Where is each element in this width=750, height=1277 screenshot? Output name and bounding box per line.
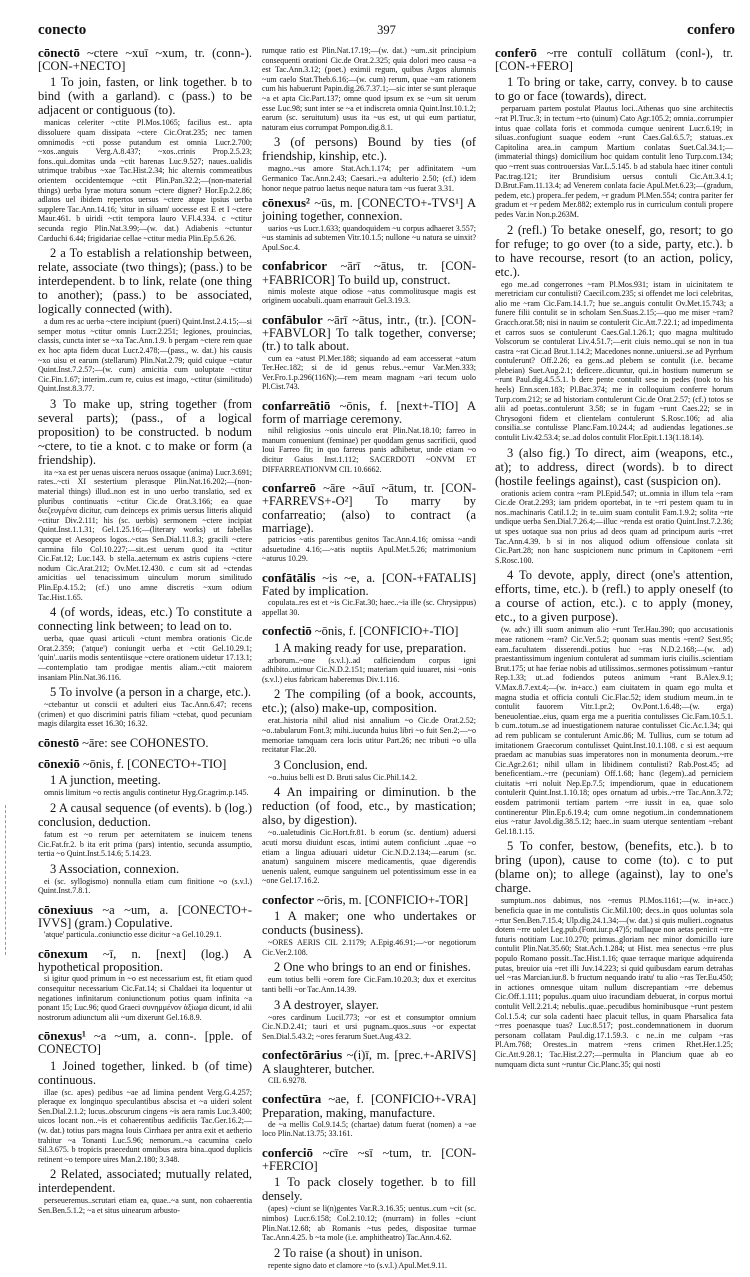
entry-grammar: ~ārī ~ātus, tr. [CON-+FABRICOR] To build up, construct. (262, 259, 476, 287)
entry-head (495, 46, 733, 73)
entry-grammar: ~a ~um, a. conn-. [pple. of CONECTO] (38, 1029, 253, 1057)
entry-grammar: ~ōnis, f. [CONECTO+-TIO] (82, 757, 227, 772)
sense-definition: 2 A causal sequence (of events). b (log.) conclusion, deduction. (38, 800, 252, 829)
continued-citations: rumque ratio est Plin.Nat.17.19;—(w. dat.) ~um..sit principium consequenti orationi Cic.de Orat.2.325; quia dolori meo causa ~a est Tac.Ann.3.12; (poet.) eximii regum, quibus Argos alumnis ~um caelo Stat.Theb.6.16;—(w. cum) rerum, quae ~am rationem cum his habuerunt Papin.dig.26.7.37.1;—sic inter se sunt pleraque ~a et apta Cic.Part.137; omne quod ipsum ex se ~um sit uerum esse Luc.98; sunt inter se ~a et indiscreta omnia Quint.Inst.10.1.2; earum (sc. seruitutum) usus ita ~us est, ut qui eum partiatur, naturam eius corrumpat Pompon.dig.8.1. (262, 46, 476, 132)
entry-head (262, 399, 476, 426)
sense-definition: 2 One who brings to an end or finishes. (274, 960, 471, 975)
entry-head (262, 259, 476, 286)
entry-head (262, 1146, 476, 1173)
sense-definition: 3 A destroyer, slayer. (274, 997, 379, 1012)
sense-citations: illae (sc. apes) pedibus ~ae ad limina pendent Verg.G.4.257; pleraque ex longinquo speculantibus abscisa et ~a uideri solent Sen.Dial.2.1.2; lucus..obscurum cingens ~is aera ramis Luc.3.400; uicos locant non..~is et cohaerentibus aedificiis Tac.Ger.16.2;—(w. dat.) totius pars magna Iouis Cirrhaea per antra exit et aetherio trahitur ~a Tonanti Luc.5.96; nemorum..~a cacumina caelo Sil.3.675. b tropicis praecedunt omnibus astra bina..quod duplicis retinent ~o tempore uires Man.2.180; 3.348. (38, 1087, 252, 1164)
entry-grammar: ~ōnis, f. [CONFICIO+-TIO] (314, 624, 459, 639)
sense-citations: magno..~us amore Stat.Ach.1.174; per adfinitatem ~um Germanico Tac.Ann.2.43; Caesari..~a adulterio 2.50; (cf.) idem honor neque patruo laetus neque natura tam ~us fuerat 3.31. (262, 164, 476, 193)
entry-grammar: ~āre: see COHONESTO. (82, 735, 209, 750)
entry-grammar: ~ctere ~xuī ~xum, tr. (conn-). [CON-+NECTO] (38, 46, 253, 74)
page-number: 397 (377, 23, 396, 37)
sense-definition: 5 To involve (a person in a charge, etc.). (50, 685, 252, 700)
dictionary-entry (262, 1092, 476, 1139)
dictionary-entry (38, 1029, 252, 1215)
dictionary-entry (262, 481, 476, 564)
entry-lemma: confātālis (262, 569, 316, 585)
entry-head (38, 46, 252, 73)
sense-citations: cum ea ~atust Pl.Mer.188; siquando ad eam accesserat ~atum Ter.Hec.182; si de id genus rebus..~emur Var.Men.333; Ver.Fro.1.p.296(116N);—rem meam magnam ~ari tecum uolo Pl.Cist.743. (262, 353, 476, 392)
entry-head (262, 893, 476, 907)
sense-citations: patricios ~atis parentibus genitos Tac.Ann.4.16; omissa ~andi adsuetudine 4.16;—~atis nuptiis Apul.Met.5.26; matrimonium ~aturus 10.29. (262, 535, 476, 564)
column-1 (38, 46, 252, 1223)
sense-definition: 3 To make up, string together (from several parts); (pass., of a logical proposition) to be constructed. b nodum ~ctere, to tie a knot. c to make or form (a friendship). (38, 396, 252, 467)
dictionary-entry (262, 313, 476, 392)
column-2 (262, 46, 476, 1277)
sense-citations: ~ctebantur ut conscii et adulteri eius Tac.Ann.6.47; recens (crimen) et quo discrimini patris filiam ~ctebat, quod pecuniam magis dilargita esset 16.30; 16.32. (38, 700, 252, 729)
sense-citations: ~o..huius belli est D. Bruti salus Cic.Phil.14.2. (268, 772, 417, 782)
entry-lemma: conferō (495, 45, 537, 60)
sense-definition: 2 The compiling (of a book, accounts, etc.); (also) make-up, composition. (262, 687, 476, 716)
entry-head (262, 1092, 476, 1119)
sense-citations: copulata..res est et ~is Cic.Fat.30; haec..~ia ille (sc. Chrysippus) appellat 30. (262, 598, 476, 617)
sense-citations: perparuam partem postulat Plautus loci..Athenas quo sine architectis ~rat Pl.Truc.3; in tectum ~rto (uinum) Cato Agr.105.2; omnia..corrumpier intus quae collata foris et commoda cumque uenirent Lucr.6.19; in siluas..confugiunt suaque eodem ~runt Caes.Gal.6.5.7; statuas..ex Capitolina area..in campum Martium conlatas Suet.Cal.34.1;—(immaterial things) domicilium hoc quidam contulit leno Turp.com.134; quo ~rrent suas controuersias Var.L.5.145. b ad stabula haec itiner contuli Pac.trag.121; iter Brundisium uersus contuli Cic.Att.3.4.1; D.Brut.Fam.11.13.4; ad Venerem conlata facie Apul.Met.6.23;—(gradum, pedem, etc.) propera..fer pedem, ~r gradum Pl.Men.554; contra pariter fer gradum et ~r pedem Mer.882; extemplo rus in curriculum contuli propere pedes Var.in Non.p.263M. (495, 104, 733, 219)
entry-lemma: cōnexiō (38, 756, 80, 772)
entry-lemma: cōnexus² (262, 195, 310, 211)
entry-lemma: cōnectō (38, 45, 80, 60)
sense-citations: omnis limitum ~o rectis angulis continetur Hyg.Gr.agrim.p.145. (44, 788, 249, 798)
sense-citations: nihil religiosius ~onis uinculo erat Plin.Nat.18.10; farreo in manum conueniunt (feminae) per quoddam genus sacrificii, quod Ioui Farreo fit; in quo farreus panis adhibetur, unde etiam ~o dicitur Gaius Inst.1.112; SACERDOTI ~ONVM ET DIFFARREATIONVM CIL 10.6662. (262, 426, 476, 474)
sense-definition: 2 To raise (a shout) in unison. (274, 1245, 423, 1260)
entry-head (262, 196, 476, 223)
sense-citations: fatum est ~o rerum per aeternitatem se inuicem tenens Cic.Fat.fr.2. b ita erit prima (pars) intentio, secunda assumptio, tertia ~o Quint.Inst.5.14.6; 5.14.23. (38, 829, 252, 859)
entry-grammar: ~a ~um, a. [CONECTO+-IVVS] (gram.) Copulative. (38, 902, 252, 931)
sense-citations: (apes) ~ciunt se li(n)gentes Var.R.3.16.35; uentus..cum ~cit (sc. nimbos) Lucr.6.158; Col.2.10.12; (murram) in folles ~ciunt Plin.Nat.12.68; ab Romanis ~tus pedes, dispositae turmae Tac.Ann.4.25. b ~ta mole (i.e. amphitheatro) Tac.Ann.4.62. (262, 1204, 476, 1243)
sense-citations: nimis moleste atque odiose ~atus commolitusque magis est originem uocabuli..quam enarrauit Gel.3.19.3. (262, 286, 476, 306)
sense-definition: 1 A junction, meeting. (50, 773, 161, 788)
entry-head (38, 1029, 252, 1056)
sense-citations: uarios ~us Lucr.1.633; quandoquidem ~u corpus adhaeret 3.557; ~us staminis ad subtemen Vitr.10.1.5; nullone ~u natura se uinxit? Apul.Soc.4. (262, 223, 476, 252)
sense-definition: 3 Association, connexion. (50, 861, 180, 876)
column-3 (495, 46, 733, 1076)
sense-citations: eum totius belli ~orem fore Cic.Fam.10.20.3; dux et exercitus tanti belli ~or Tac.Ann.14.39. (262, 975, 476, 994)
sense-definition: 2 Related, associated; mutually related, interdependent. (38, 1167, 252, 1196)
sense-citations: ~ORES AERIS CIL 2.1179; A.Epig.46.91;—~or negotiorum Cic.Ver.2.108. (262, 938, 476, 957)
entry-head (38, 947, 252, 974)
sense-citations: ei (sc. syllogismo) nonnulla etiam cum finitione ~o (s.v.l.) Quint.Inst.7.8.1. (38, 876, 252, 896)
dictionary-entry (262, 893, 476, 1041)
entry-grammar: ~cīre ~sī ~tum, tr. [CON-+FERCIO] (262, 1145, 477, 1174)
entry-lemma: cōnexiuus (38, 901, 93, 917)
sense-definition: 3 (of persons) Bound by ties (of friendship, kinship, etc.). (262, 135, 476, 164)
sense-citations: de ~a mellis Col.9.14.5; (chartae) datum fuerat (nomen) a ~ae loco Plin.Nat.13.75; 33.161. (262, 1119, 476, 1139)
sense-citations: a dum res ac uerba ~ctere incipiunt (pueri) Quint.Inst.2.4.15;—si semper motus ~ctitur omnis Lucr.2.251; legiones, prouincias, classis, cuncta inter se ~xa Tac.Ann.1.9. b pergam ~ctere rem quae ex hoc apta fidem ducat Lucr.2.478;—(pass., w. dat.) his causis ~xo uisu et earum (stellarum) Plin.Nat.2.79; quid cuique ~ctatur Quint.Inst.7.2.57;—(w. cum) amicitia cum uoluptate ~ctitur Cic.Fin.1.67; interim..cum re, cuius est imago, ~ctitur (similitudo) Quint.Inst.8.3.77. (38, 317, 252, 394)
sense-definition: 2 a To establish a relationship between, relate, associate (two things); (pass.) to be interdependent. b to link, relate (one thing to another); (pass.) to be associated, logically connected (with). (38, 246, 252, 317)
dictionary-entry (38, 46, 252, 729)
sense-definition: 3 (also fig.) To direct, aim (weapons, etc., at); to address, direct (words). b to direct (hostile feelings against), cast (suspicion on). (495, 445, 733, 488)
dictionary-entry (262, 196, 476, 252)
entry-lemma: confābulor (262, 311, 323, 327)
entry-head (38, 736, 252, 750)
sense-definition: 4 An impairing or diminution. b the reduction (of food, etc., by mastication; also, by digestion). (262, 785, 476, 828)
entry-grammar: ~ārī ~ātus, intr., (tr.). [CON-+FABVLOR] To talk together, converse; (tr.) to talk about. (262, 312, 476, 354)
sense-citations: repente signo dato et clamore ~to (s.v.l.) Apul.Met.9.11. (268, 1260, 448, 1270)
entry-lemma: confectōrārius (262, 1047, 343, 1063)
sense-definition: 4 (of words, ideas, etc.) To constitute a connecting link between; to lead on to. (38, 605, 252, 634)
sense-definition: 1 To bring or take, carry, convey. b to cause to go or face (towards), direct. (495, 75, 733, 104)
sense-definition: 1 To pack closely together. b to fill densely. (262, 1175, 476, 1204)
sense-definition: 1 A maker; one who undertakes or conducts (business). (262, 909, 476, 938)
right-running-headword: confero (686, 22, 735, 38)
entry-grammar: ~ī, n. [next] (log.) A hypothetical proposition. (38, 946, 252, 975)
dictionary-entry (262, 259, 476, 306)
sense-citations: (w. adv.) illi suom animum alio ~runt Ter.Hau.390; quo accusationis meae rationem ~ram? Cic.Ver.5.2; quonam suas mentis ~rent? Sest.95; eam..facultatem disserendi..potius huc ~ras N.D.2.168;—(w. ad) praestantissimum ingenium contulerat ad summam iuris ciuilis..scientiam Brut.175; ut hae feriae nobis ad utilissimos..sermones potissimum ~rantur Rep.1.33; ut..ad fodiendos puteos animum ~rant B.Alex.9.1; V.Max.8.7.ext.4;—(w. in+acc.) eam ciuitatem in quam ego multa et magna studia et officia contuli Cic.Flac.52; idem studium meum..in te contulit fauorem Vitr.1.pr.2; Ov.Pont.1.6.48;—(w. erga) beneuolentiae..eius, quam erga me a pueritia contulisses Cic.Fam.10.5.1. b cum..totum..se ad inuestigationem naturae contulisset Cic.Ac.1.34; qui ad rem publicam se contulerunt Amic.86; M. Tullius, cum se totum ad imitationem Graecorum contulisset Quint.Inst.10.1.108. c si est aequum praedam ac manubias suas imperatores non in monumenta deorum..~rre Cic.Agr.2.61; nihil ullam in libidinem contulisti? Rab.Post.45; ad beneficentiam..~rre (pecuniam) Off.1.68; hanc (legem)..ad perniciem ciuitatis ~rri noluit Nep.Ep.7.5; impendiorum, quae in educationem contulerit Quint.Inst.1.10.18; opes ornatum ad urbis..~rre Tac.Ann.3.72; eosdem patrimonii tertiam partem ~rre iussit in ea, quae solo continerentur Plin.Ep.6.19.4; cum omne negotium..in condemnationem eius ~ratur Javol.dig.38.5.12; haec..in suam uterque sententiam ~rebant Gel.18.1.15. (495, 625, 733, 836)
entry-head (262, 571, 476, 598)
dictionary-entry (262, 399, 476, 474)
entry-head (38, 757, 252, 771)
sense-definition: 1 Joined together, linked. b (of time) continuous. (38, 1058, 252, 1087)
sense-citations: manicas celeriter ~ctite Pl.Mos.1065; facilius est.. apta dissoluere quam dissipata ~ctere Cic.Orat.235; nec tamen omnimodis ~cti posse putandum est omnia Lucr.2.700; ~xos..anguis Verg.A.8.437; ~xos..crinis Prop.2.5.23; fons..qui..domitas unda ~ctit harenas Luc.9.527; naues..ualidis utrimque trabibus ~xae Tac.Hist.2.34; hic alternis commeatibus orientem occidentemque ~ctit Plin.Pan.32.2;—(non-material things) uerba lyrae motura sonum ~ctere digner? Hor.Ep.2.2.86; adlatos uel ibidem repertos uersus ~ctere atque ipsius uerba supplere Tac.Ann.14.16; 'situr in siluam' uocesse est E et I ~ctere Maur.461. b uiridi ~ctit tempora lauro V.Fl.4.334. c ~ctitur secunda regio Plin.Nat.3.99;—(w. dat.) Adiabenis ~ctuntur Carduchi 6.44; frigidariae cellae ~ctitur media Plin.Ep.5.6.26. (38, 118, 252, 243)
sense-citations: uerba, quae quasi articuli ~ctunt membra orationis Cic.de Orat.2.359; ('atque') coniungit uerba et ~ctit Gel.10.29.1; 'quin'..uariis modis sententiisque ~ctere orationem uidetur 17.13.1;—contemplatio tam prodigae mentis aliam..~ctit maiorem insaniam Plin.Nat.36.116. (38, 634, 252, 682)
sense-citations: orationis aciem contra ~ram Pl.Epid.547; ut..omnia in illum tela ~ram Cic.de Orat.2.293; iam pridem oportebat, in te ~rri pestem quam tu in nos..machinaris Catil.1.2; in te..uim suam contulit Fam.1.9.2; solita ~rte undique uerba Sen.Dial.7.26.4;—illuc ~renda est oratio Quint.Inst.7.2.36; ut spes uotaque sua non prius ad deos quam ad principum auris ~rret Tac.Ann.4.39. b si in nos aliquod odium offensioue conlata sit Cic.Part.28; non hanc suspicionem nunc primum in Capitonem ~erri S.Rosc.100. (495, 488, 733, 565)
entry-head (262, 624, 476, 638)
entry-lemma: confector (262, 891, 314, 907)
entry-lemma: conferciō (262, 1144, 314, 1160)
entry-head (262, 481, 476, 535)
sense-definition: 3 Conclusion, end. (274, 757, 368, 772)
entry-lemma: cōnestō (38, 734, 80, 750)
dictionary-entry (38, 903, 252, 940)
entry-grammar: ~is ~e, a. [CON-+FATALIS] Fated by implication. (262, 570, 477, 599)
sense-citations: CIL 6.9278. (268, 1075, 307, 1085)
entry-head (262, 313, 476, 354)
entry-grammar: ~ae, f. [CONFICIO+-VRA] Preparation, making, manufacture. (262, 1092, 477, 1120)
sense-definition: 2 (refl.) To betake oneself, go, resort; to go for refuge; to go over (to a side, party, etc.). b to have recourse, resort (to an action, policy, etc.). (495, 222, 733, 279)
dictionary-entry (262, 1146, 476, 1270)
dictionary-entry (38, 736, 252, 750)
dictionary-entry (38, 947, 252, 1022)
entry-grammar: ~ōnis, f. [next+-TIO] A form of marriage ceremony. (262, 398, 477, 427)
running-header (38, 22, 735, 42)
entry-lemma: confectiō (262, 623, 312, 639)
dictionary-entry (495, 46, 733, 1069)
entry-lemma: confabricor (262, 258, 327, 274)
sense-citations: arborum..~one (s.v.l.)..ad calficiendum corpus igni adhibito..utimur Cic.N.D.2.151; materiam quid iuuaret, nisi ~onis (s.v.l.) eius fabricam haberemus Div.1.116. (262, 655, 476, 684)
entry-lemma: cōnexum (38, 945, 88, 961)
left-running-headword: conecto (38, 22, 87, 38)
entry-lemma: confarreātiō (262, 397, 331, 413)
sense-definition: 5 To confer, bestow, (benefits, etc.). b to bring (upon), cause to come (to). c to put (blame on); to allege (against), lay to one's charge. (495, 839, 733, 896)
entry-grammar: ~rre contulī collātum (conl-), tr. [CON-+FERO] (495, 46, 734, 74)
sense-definition: 1 A making ready for use, preparation. (274, 640, 467, 655)
dictionary-entry (262, 571, 476, 618)
sense-citations: ita ~xa est per uenas uiscera neruos ossaque (anima) Lucr.3.691; rates..~cti XI sestertium plerasque Plin.Nat.16.202;—(non-material things) illud..non est in uno uerbo translatio, sed ex pluribus continuatis ~ctitur Cic.de Orat.3.166; ea quae διεζευγμένα dicitur, cum deinceps ex primis uersus litteris aliquid ~ctitur Div.2.111; his (sc. uerbis) sermonem ~ctere incipiat Quint.Inst.1.1.31; Gel.1.25.16;—(literary works) ut fabellas quoque et Aesopeos logos..~ctas Sen.Dial.11.8.3; gracili ~ctere carmina filo Col.10.227;—sit..est uerum quod ita ~ctitur Cic.Fat.12; Luc.143. b stella..aeternum ex astris cupiens ~ctere nodum Cic.Arat.212; Ov.Met.12.430. c cum sit ad ~ctendas amicitias uel tenacissimum uinculum morum similitudo Plin.Ep.4.15.2; (cf.) uno amne discretis ~xum odium Tac.Hist.1.65. (38, 467, 252, 602)
entry-lemma: confectūra (262, 1091, 322, 1107)
sense-definition: 4 To devote, apply, direct (one's attention, efforts, time, etc.). b (refl.) to apply oneself (to a course of action, etc.). c to apply (money, etc., to a given purpose). (495, 568, 733, 625)
sense-citations: si igitur quod primum in ~o est necessarium est, fit etiam quod consequitur necessarium Cic.Fat.14; si Chaldaei ita loquentur ut negationes infinitarum coniunctionum potius quam infinita ~a ponant 15; Luc.96; quod Graeci συνημμένον ἀξίωμα dicunt, id alii nostrorum adiunctum alii ~um dixerunt Gel.16.8.9. (38, 974, 252, 1022)
sense-definition: 1 To join, fasten, or link together. b to bind (with a garland). c (pass.) to be adjacent or contiguous (to). (38, 75, 252, 118)
sense-citations: erat..historia nihil aliud nisi annalium ~o Cic.de Orat.2.52; ~o..tabularum Font.3; mihi..iucunda huius libri ~o fuit Sen.2;—~o memoriae tamquam cera locis utitur Part.26; nec tributi ~o ulla recitatur Flac.20. (262, 716, 476, 755)
entry-grammar: ~ūs, m. [CONECTO+-TVS¹] A joining together, connexion. (262, 196, 477, 224)
sense-citations: perseueremus..scrutari etiam ea, quae..~a sunt, non cohaerentia Sen.Ben.5.1.2; ~a et situs uinearum arbusto- (38, 1196, 252, 1216)
entry-head (38, 903, 252, 930)
entry-grammar: ~(i)ī, m. [prec.+-ARIVS] A slaughterer, butcher. (262, 1048, 476, 1076)
sense-citations: ego me..ad congerrones ~ram Pl.Mos.931; istam in uicinitatem te meretriciam cur contulisti? Caecil.com.235; si offendet me loci celebritas, alio me ~ram Cic.Fam.14.1.7; hue se..anguis contulit Ov.Met.15.743; a funere filii contulit se in scholam Sen.Suas.2.15;—quo me miser ~ram? Gracch.orat.58; nisi in nauim se contulerit Cic.Att.7.22.1; ad impedimenta et carros suos se contulerunt Caes.Gal.1.26.1; quo magna multitudo Volscorum se contulerat Liv.4.51.7;—erit ciuis nemo..qui se non in tua castra ~rat Cic.ad Brut.1.14.2; Macedones nonne..uniuersi..se ad Pyrrhum contulerunt? Off.2.26; ea gens..ad plebem se contulit (i.e. became plebeian) Suet.Aug.2.1; deficere..dicuntur, qui..in hostium numerum se ~runt Paul.dig.4.5.5.1. b dere pente contulit sese in pedes (took to his heels) Enn.scen.183; Pl.Bac.374; me in colloquium conferre horum Turp.com.212; se ad historiam contulerunt Cic.de Orat.2.57; (cf.) totos se alii ad poetas..contulerunt 3.58; se in fugam ~runt Caes.22; se in Chrysogoni fidem et clientelam contulerunt S.Rosc.106; ad alia consilia..se contulisse Planc.Fam.10.24.4; ad audiendas legationes..se contulit Liv.42.53.4; se..ad dolos contulit Flor.Epit.1.13(1.18.14). (495, 279, 733, 443)
dictionary-entry (38, 757, 252, 896)
entry-head (262, 1048, 476, 1075)
sense-citations: 'atque' particula..coniunctio esse dicitur ~a Gel.10.29.1. (44, 930, 222, 940)
binding-edge-mark (5, 805, 8, 955)
entry-lemma: confarreō (262, 480, 316, 496)
sense-citations: sumptum..nos dabimus, nos ~remus Pl.Mos.1161;—(w. in+acc.) beneficia quae in me contulistis Cic.Mil.100; decs..in quos uoluntas sola ~rtur Sen.Ben.7.15.4; Ulp.dig.24.1.34;—(w. dat.) si quis mulieri..cognatus dotem ~rre uolet Leg.pub.(Font.iur.p.47)5; nullaque non aetas penicit ~rre futuris notitiam Luc.10.270; primus..gloriam nec minor domicillo iure contulit Plin.Nat.35.60; Stat.Ach.1.284; ut Hist. mea senectus ~rre plus populo Romano possit..Tac.Hist.1.16; quae terraque marique adquirenda putas, breuior uia ~ret illi Juv.14.223; si quid quibusdam earum detrahas uel ~ras Marcian.iur.8. b fructum nequando iratu' tu alio ~ras Ter.Eu.450; in actiones omnesque uitam nullum discrepantiam ~rre debemus Cic.Off.1.111; populus..quam uiuo iracundiam debuerat, in corpus mortui contulit Vell.2.21.4; nebulis..quae..pecudibus hominibusque ~runt pestem Col.1.5.4; cur sola cadenti haec placuit tellus, in quam Pharsalica fata ~rres poenasque tuas? Luc.8.517; post..condemnationem in duorum personam collatam Paul.dig.17.1.59.3. c ne..in me culpam ~ras Pl.Am.768; Orestes..in matrem ~rens crimen Rhet.Her.1.25; Cic.Att.9.28.1; Tac.Hist.2.27;—permulta in Plancium quae ab eo numquam dicta sunt ~runtur Cic.Planc.35; qui nosti (495, 896, 734, 1069)
entry-grammar: ~ōris, m. [CONFICIO+-TOR] (316, 892, 469, 907)
sense-citations: ~ores cardinum Lucil.773; ~or est et consumptor omnium Cic.N.D.2.41; tauri et ursi pugnam..quos..suus ~or expectat Sen.Dial.5.43.2; ~ores ferarum Suet.Aug.43.2. (262, 1012, 476, 1041)
dictionary-entry (262, 624, 476, 886)
entry-grammar: ~āre ~āuī ~ātum, tr. [CON-+FARREVS+-O²] To marry by confarreatio; (also) to contract (a marriage). (262, 481, 476, 535)
sense-citations: ~o..ualetudinis Cic.Hort.fr.81. b eorum (sc. dentium) aduersi acuti morsu diuidunt escas, intimi autem conficiunt ..quae ~o etiam a lingua adiuuari uidetur Cic.N.D.2.134;—earum (sc. anatum) sanguinem miscere medicamentis, quae digerendis uenenis ualent, eumque sanguinem uel potentissimum esse in ea ~one Gel.17.16.2. (262, 828, 476, 886)
dictionary-entry (262, 1048, 476, 1085)
entry-lemma: cōnexus¹ (38, 1028, 86, 1044)
